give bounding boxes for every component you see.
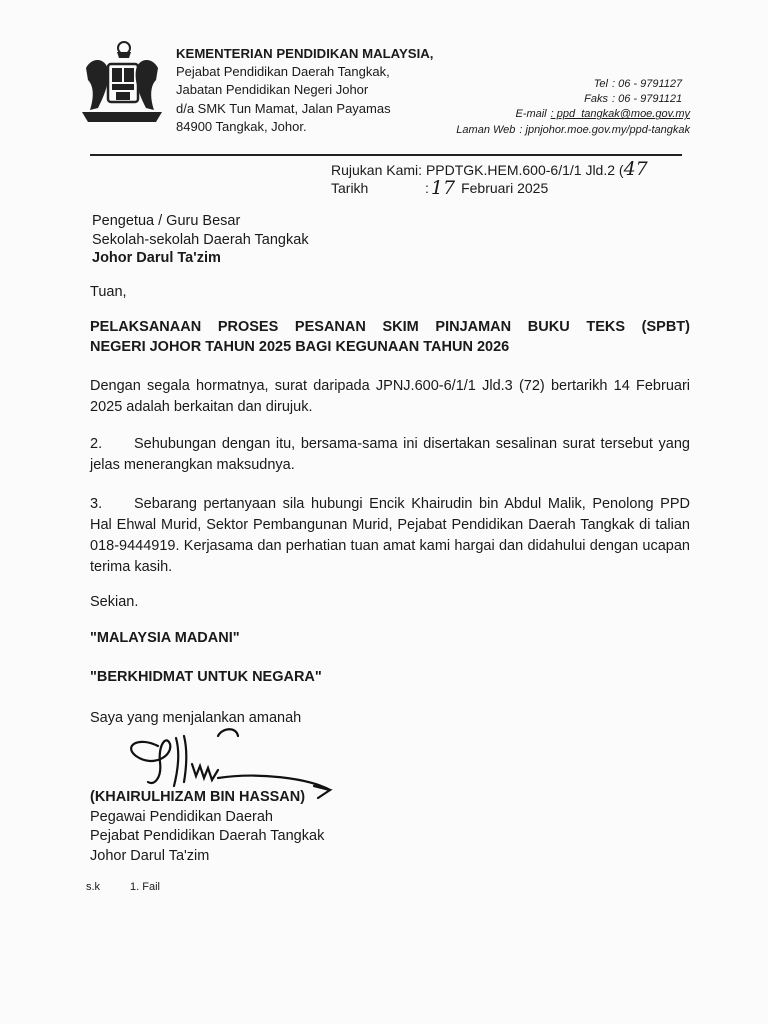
office-line-1: Pejabat Pendidikan Daerah Tangkak,	[176, 64, 390, 80]
malaysia-coat-of-arms-icon	[72, 38, 172, 134]
recipient-line-3: Johor Darul Ta'zim	[92, 250, 221, 266]
signatory-state: Johor Darul Ta'zim	[90, 847, 210, 864]
closing: Sekian.	[90, 594, 139, 610]
reference-block	[331, 160, 648, 197]
office-line-2: Jabatan Pendidikan Negeri Johor	[176, 82, 369, 98]
salutation: Tuan,	[90, 284, 127, 300]
recipient-address	[92, 212, 309, 268]
tel-label: Tel	[593, 78, 608, 90]
paragraph-2	[90, 434, 690, 476]
slogan-malaysia-madani: "MALAYSIA MADANI"	[90, 630, 240, 646]
reference-label: Rujukan Kami:	[331, 162, 423, 178]
recipient-line-1: Pengetua / Guru Besar	[92, 213, 241, 229]
paragraph-2-number: 2.	[90, 436, 103, 452]
subject	[90, 317, 690, 357]
slogan-berkhidmat: "BERKHIDMAT UNTUK NEGARA"	[90, 669, 322, 685]
email-value[interactable]: : ppd_tangkak@moe.gov.my	[550, 108, 690, 121]
email-label: E-mail	[515, 108, 547, 121]
paragraph-3-text: Sebarang pertanyaan sila hubungi Encik Khairudin bin Abdul Malik, Penolong PPD Hal Ehwal Murid, Sektor Pembangunan Murid, Pejabat Pendidikan Daerah Tangkak di talian 018-9444919. Kerjasama dan perhatian tuan amat kami hargai dan didahului dengan ucapan terima kasih.	[90, 496, 690, 575]
subject-line-2: NEGERI JOHOR TAHUN 2025 BAGI KEGUNAAN TAHUN 2026	[90, 339, 510, 355]
date-colon: :	[425, 180, 429, 196]
signatory-office: Pejabat Pendidikan Daerah Tangkak	[90, 828, 325, 844]
signatory-block	[90, 788, 690, 866]
date-label: Tarikh	[331, 180, 369, 196]
paragraph-2-text: Sehubungan dengan itu, bersama-sama ini disertakan sesalinan surat tersebut yang jelas menerangkan maksudnya.	[90, 436, 690, 473]
ministry-name: KEMENTERIAN PENDIDIKAN MALAYSIA,	[176, 46, 434, 61]
paragraph-1: Dengan segala hormatnya, surat daripada JPNJ.600-6/1/1 Jld.3 (72) bertarikh 14 Februari 2025 adalah berkaitan dan dirujuk.	[90, 378, 690, 415]
paragraph-3-number: 3.	[90, 496, 103, 512]
paragraph-3	[90, 494, 690, 578]
signatory-title: Pegawai Pendidikan Daerah	[90, 808, 273, 825]
cc-item: 1. Fail	[130, 881, 160, 893]
reference-value: PPDTGK.HEM.600-6/1/1 Jld.2 (	[425, 162, 624, 178]
contact-details	[456, 77, 690, 138]
fax-label: Faks	[584, 93, 608, 106]
signatory-name: (KHAIRULHIZAM BIN HASSAN)	[90, 789, 306, 805]
reference-handwritten-number: 47	[623, 158, 648, 180]
trust-line: Saya yang menjalankan amanah	[90, 710, 302, 726]
subject-line-1: PELAKSANAAN PROSES PESANAN SKIM PINJAMAN BUKU TEKS (SPBT)	[90, 319, 690, 335]
web-value[interactable]: : jpnjohor.moe.gov.my/ppd-tangkak	[519, 123, 690, 136]
tel-value: : 06 - 9791127	[612, 78, 683, 90]
fax-value: : 06 - 9791121	[612, 93, 683, 106]
web-label: Laman Web	[456, 123, 516, 136]
organisation-address	[176, 45, 433, 136]
date-day-handwritten: 17	[430, 177, 456, 199]
cc-label: s.k	[86, 881, 101, 893]
office-line-3: d/a SMK Tun Mamat, Jalan Payamas	[176, 100, 391, 116]
header-divider	[90, 154, 682, 156]
date-month-year: Februari 2025	[461, 180, 549, 196]
recipient-line-2: Sekolah-sekolah Daerah Tangkak	[92, 231, 309, 248]
office-line-4: 84900 Tangkak, Johor.	[176, 118, 307, 134]
